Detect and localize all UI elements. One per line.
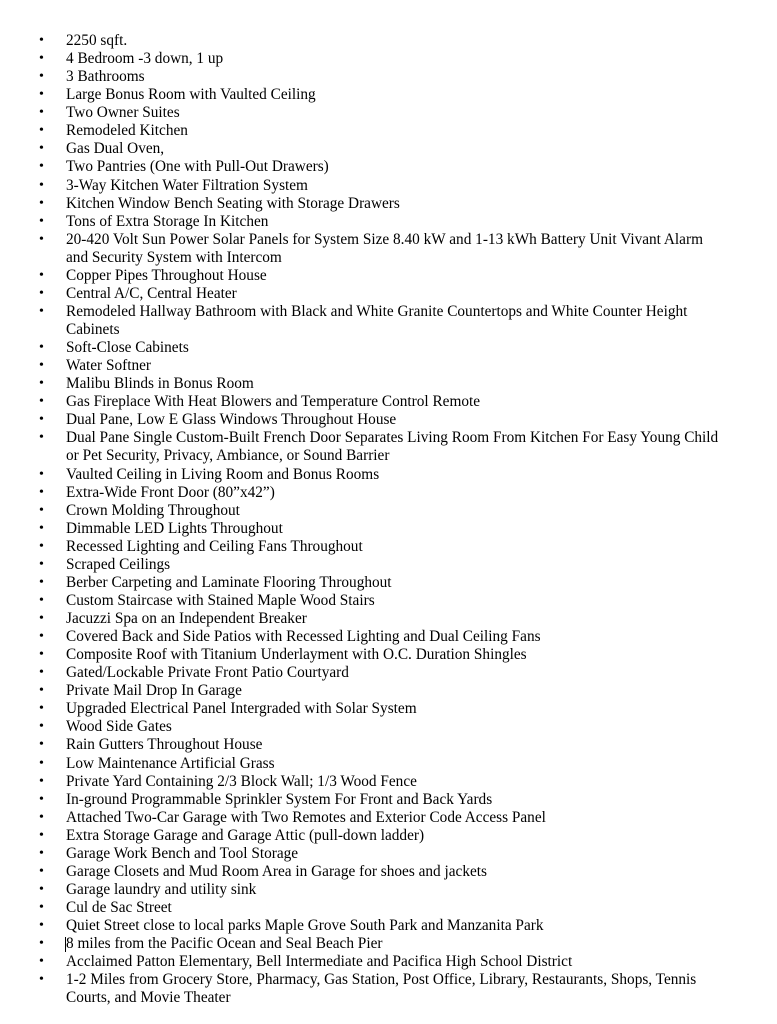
- list-item-text[interactable]: Garage Work Bench and Tool Storage: [66, 844, 299, 862]
- list-item-text[interactable]: Acclaimed Patton Elementary, Bell Intermediate and Pacifica High School District: [66, 953, 573, 971]
- list-item: [0, 357, 777, 375]
- bullet-icon: •: [39, 827, 44, 843]
- list-item: [0, 68, 777, 86]
- list-item: [0, 267, 777, 285]
- bullet-icon: •: [39, 881, 44, 897]
- bullet-icon: •: [39, 665, 44, 681]
- list-item-text[interactable]: Custom Staircase with Stained Maple Wood Stairs: [66, 591, 375, 609]
- list-item: [0, 158, 777, 176]
- list-item-text[interactable]: Copper Pipes Throughout House: [66, 266, 267, 284]
- list-item: [0, 213, 777, 231]
- list-item: [0, 556, 777, 574]
- list-item-text[interactable]: Covered Back and Side Patios with Recessed Lighting and Dual Ceiling Fans: [66, 628, 541, 646]
- list-item: [0, 682, 777, 700]
- bullet-icon: •: [39, 159, 44, 175]
- list-item: [0, 664, 777, 682]
- list-item-text[interactable]: Crown Molding Throughout: [66, 501, 240, 519]
- list-item-text[interactable]: Extra-Wide Front Door (80”x42”): [66, 483, 275, 501]
- bullet-icon: •: [39, 611, 44, 626]
- bullet-icon: •: [39, 358, 44, 374]
- list-item: [0, 953, 777, 971]
- list-item: [0, 484, 777, 502]
- bullet-icon: •: [39, 376, 44, 392]
- list-item-text[interactable]: Low Maintenance Artificial Grass: [66, 754, 275, 772]
- list-item: [0, 917, 777, 935]
- bullet-icon: •: [39, 863, 44, 879]
- bullet-icon: •: [39, 123, 44, 139]
- list-item: [0, 520, 777, 538]
- list-item: [0, 863, 777, 881]
- bullet-icon: •: [39, 972, 44, 988]
- list-item: [0, 574, 777, 592]
- bullet-icon: •: [39, 737, 44, 753]
- list-item: [0, 736, 777, 754]
- list-item-text[interactable]: Upgraded Electrical Panel Intergraded with Solar System: [66, 700, 417, 718]
- list-item: [0, 628, 777, 646]
- bullet-icon: •: [39, 69, 44, 85]
- list-item-text[interactable]: Remodeled Hallway Bathroom with Black and White Granite Countertops and White Counter Height Cabinets: [66, 302, 688, 338]
- list-item-text[interactable]: Dual Pane Single Custom-Built French Door Separates Living Room From Kitchen For Easy Young Child or Pet Security, Privacy, Ambiance, or Sound Barrier: [66, 429, 719, 465]
- list-item: [0, 899, 777, 917]
- list-item-text[interactable]: Central A/C, Central Heater: [66, 284, 237, 302]
- list-item: [0, 393, 777, 411]
- list-item: [0, 971, 777, 1007]
- bullet-icon: •: [39, 592, 44, 608]
- feature-list: [0, 32, 777, 1007]
- bullet-icon: •: [39, 701, 44, 717]
- bullet-icon: •: [39, 303, 44, 319]
- bullet-icon: •: [39, 285, 44, 301]
- list-item: [0, 466, 777, 484]
- list-item: [0, 86, 777, 104]
- list-item-text[interactable]: Wood Side Gates: [66, 718, 172, 736]
- list-item-text[interactable]: Garage Closets and Mud Room Area in Garage for shoes and jackets: [66, 862, 487, 880]
- bullet-icon: •: [39, 340, 44, 356]
- list-item: [0, 104, 777, 122]
- bullet-icon: •: [39, 900, 44, 915]
- bullet-icon: •: [39, 484, 44, 500]
- bullet-icon: •: [39, 412, 44, 428]
- list-item: [0, 411, 777, 429]
- list-item: [0, 755, 777, 773]
- bullet-icon: •: [39, 520, 44, 536]
- list-item-text[interactable]: 2250 sqft.: [66, 32, 128, 49]
- bullet-icon: •: [39, 773, 44, 789]
- bullet-icon: •: [39, 105, 44, 121]
- list-item-text[interactable]: Dimmable LED Lights Throughout: [66, 519, 283, 537]
- list-item-text[interactable]: Gas Fireplace With Heat Blowers and Temperature Control Remote: [66, 393, 481, 411]
- list-item-text[interactable]: Rain Gutters Throughout House: [66, 736, 263, 754]
- list-item-text[interactable]: 3-Way Kitchen Water Filtration System: [66, 176, 308, 194]
- list-item: [0, 375, 777, 393]
- list-item: [0, 827, 777, 845]
- list-item: [0, 538, 777, 556]
- list-item-text[interactable]: Private Mail Drop In Garage: [66, 682, 242, 700]
- bullet-icon: •: [39, 394, 44, 410]
- list-item: [0, 881, 777, 899]
- bullet-icon: •: [39, 231, 44, 247]
- list-item-text[interactable]: 8 miles from the Pacific Ocean and Seal Beach Pier: [66, 935, 383, 953]
- list-item: [0, 140, 777, 158]
- list-item-text[interactable]: Vaulted Ceiling in Living Room and Bonus Rooms: [66, 465, 380, 483]
- bullet-icon: •: [39, 791, 44, 807]
- list-item: [0, 231, 777, 267]
- list-item-text[interactable]: Two Pantries (One with Pull-Out Drawers): [66, 158, 329, 176]
- list-item-text[interactable]: Quiet Street close to local parks Maple Grove South Park and Manzanita Park: [66, 917, 544, 935]
- list-item-text[interactable]: Remodeled Kitchen: [66, 122, 188, 140]
- list-item-text[interactable]: Dual Pane, Low E Glass Windows Throughout House: [66, 411, 397, 429]
- bullet-icon: •: [39, 954, 44, 970]
- bullet-icon: •: [39, 87, 44, 103]
- bullet-icon: •: [39, 466, 44, 482]
- bullet-icon: •: [39, 719, 44, 735]
- list-item: [0, 429, 777, 465]
- bullet-icon: •: [39, 845, 44, 861]
- list-item-text[interactable]: Tons of Extra Storage In Kitchen: [66, 212, 269, 230]
- bullet-icon: •: [39, 809, 44, 825]
- list-item: [0, 303, 777, 339]
- list-item-text[interactable]: Attached Two-Car Garage with Two Remotes and Exterior Code Access Panel: [66, 808, 546, 826]
- list-item: [0, 50, 777, 68]
- bullet-icon: •: [39, 647, 44, 663]
- list-item: [0, 285, 777, 303]
- list-item-text[interactable]: Recessed Lighting and Ceiling Fans Throughout: [66, 537, 363, 555]
- list-item-text[interactable]: In-ground Programmable Sprinkler System For Front and Back Yards: [66, 790, 493, 808]
- list-item-text[interactable]: Jacuzzi Spa on an Independent Breaker: [66, 610, 307, 627]
- list-item-text[interactable]: Large Bonus Room with Vaulted Ceiling: [66, 86, 316, 104]
- list-item: [0, 592, 777, 610]
- bullet-icon: •: [39, 538, 44, 554]
- list-item: [0, 646, 777, 664]
- bullet-icon: •: [39, 267, 44, 283]
- bullet-icon: •: [39, 556, 44, 572]
- list-item-text[interactable]: 20-420 Volt Sun Power Solar Panels for System Size 8.40 kW and 1-13 kWh Battery Unit Vivant Alarm and Security System with Intercom: [66, 230, 703, 266]
- list-item-text[interactable]: Malibu Blinds in Bonus Room: [66, 375, 254, 393]
- bullet-icon: •: [39, 177, 44, 193]
- list-item: [0, 791, 777, 809]
- list-item-text[interactable]: 1-2 Miles from Grocery Store, Pharmacy, Gas Station, Post Office, Library, Restaurants, Shops, Tennis Courts, and Movie Theater: [66, 971, 697, 1007]
- bullet-icon: •: [39, 51, 44, 67]
- list-item: [0, 935, 777, 953]
- bullet-icon: •: [39, 918, 44, 934]
- list-item-text[interactable]: Gas Dual Oven,: [66, 140, 165, 158]
- list-item-text[interactable]: Composite Roof with Titanium Underlayment with O.C. Duration Shingles: [66, 646, 527, 664]
- list-item-text[interactable]: Two Owner Suites: [66, 104, 180, 122]
- list-item: [0, 195, 777, 213]
- list-item-text[interactable]: Gated/Lockable Private Front Patio Courtyard: [66, 664, 349, 682]
- list-item-text[interactable]: 4 Bedroom -3 down, 1 up: [66, 50, 224, 68]
- list-item: [0, 610, 777, 628]
- bullet-icon: •: [39, 141, 44, 157]
- list-item-text[interactable]: Water Softner: [66, 357, 151, 375]
- list-item: [0, 122, 777, 140]
- list-item-text[interactable]: Berber Carpeting and Laminate Flooring Throughout: [66, 573, 392, 591]
- bullet-icon: •: [39, 195, 44, 211]
- list-item: [0, 502, 777, 520]
- text-cursor: [65, 937, 66, 952]
- list-item: [0, 773, 777, 791]
- list-item-text[interactable]: Garage laundry and utility sink: [66, 880, 257, 898]
- bullet-icon: •: [39, 755, 44, 771]
- list-item-text[interactable]: Soft-Close Cabinets: [66, 339, 189, 357]
- list-item: [0, 32, 777, 50]
- list-item: [0, 809, 777, 827]
- list-item-text[interactable]: Scraped Ceilings: [66, 555, 171, 573]
- list-item-text[interactable]: 3 Bathrooms: [66, 68, 145, 86]
- list-item-text[interactable]: Cul de Sac Street: [66, 899, 172, 916]
- bullet-icon: •: [39, 629, 44, 645]
- bullet-icon: •: [39, 213, 44, 229]
- list-item: [0, 339, 777, 357]
- bullet-icon: •: [39, 33, 44, 48]
- bullet-icon: •: [39, 430, 44, 446]
- list-item-text[interactable]: Extra Storage Garage and Garage Attic (pull-down ladder): [66, 826, 425, 844]
- bullet-icon: •: [39, 683, 44, 699]
- list-item-text[interactable]: Kitchen Window Bench Seating with Storage Drawers: [66, 194, 400, 212]
- list-item: [0, 177, 777, 195]
- bullet-icon: •: [39, 502, 44, 518]
- bullet-icon: •: [39, 574, 44, 590]
- list-item-text[interactable]: Private Yard Containing 2/3 Block Wall; 1/3 Wood Fence: [66, 772, 417, 790]
- list-item: [0, 845, 777, 863]
- list-item: [0, 718, 777, 736]
- bullet-icon: •: [39, 936, 44, 952]
- list-item: [0, 700, 777, 718]
